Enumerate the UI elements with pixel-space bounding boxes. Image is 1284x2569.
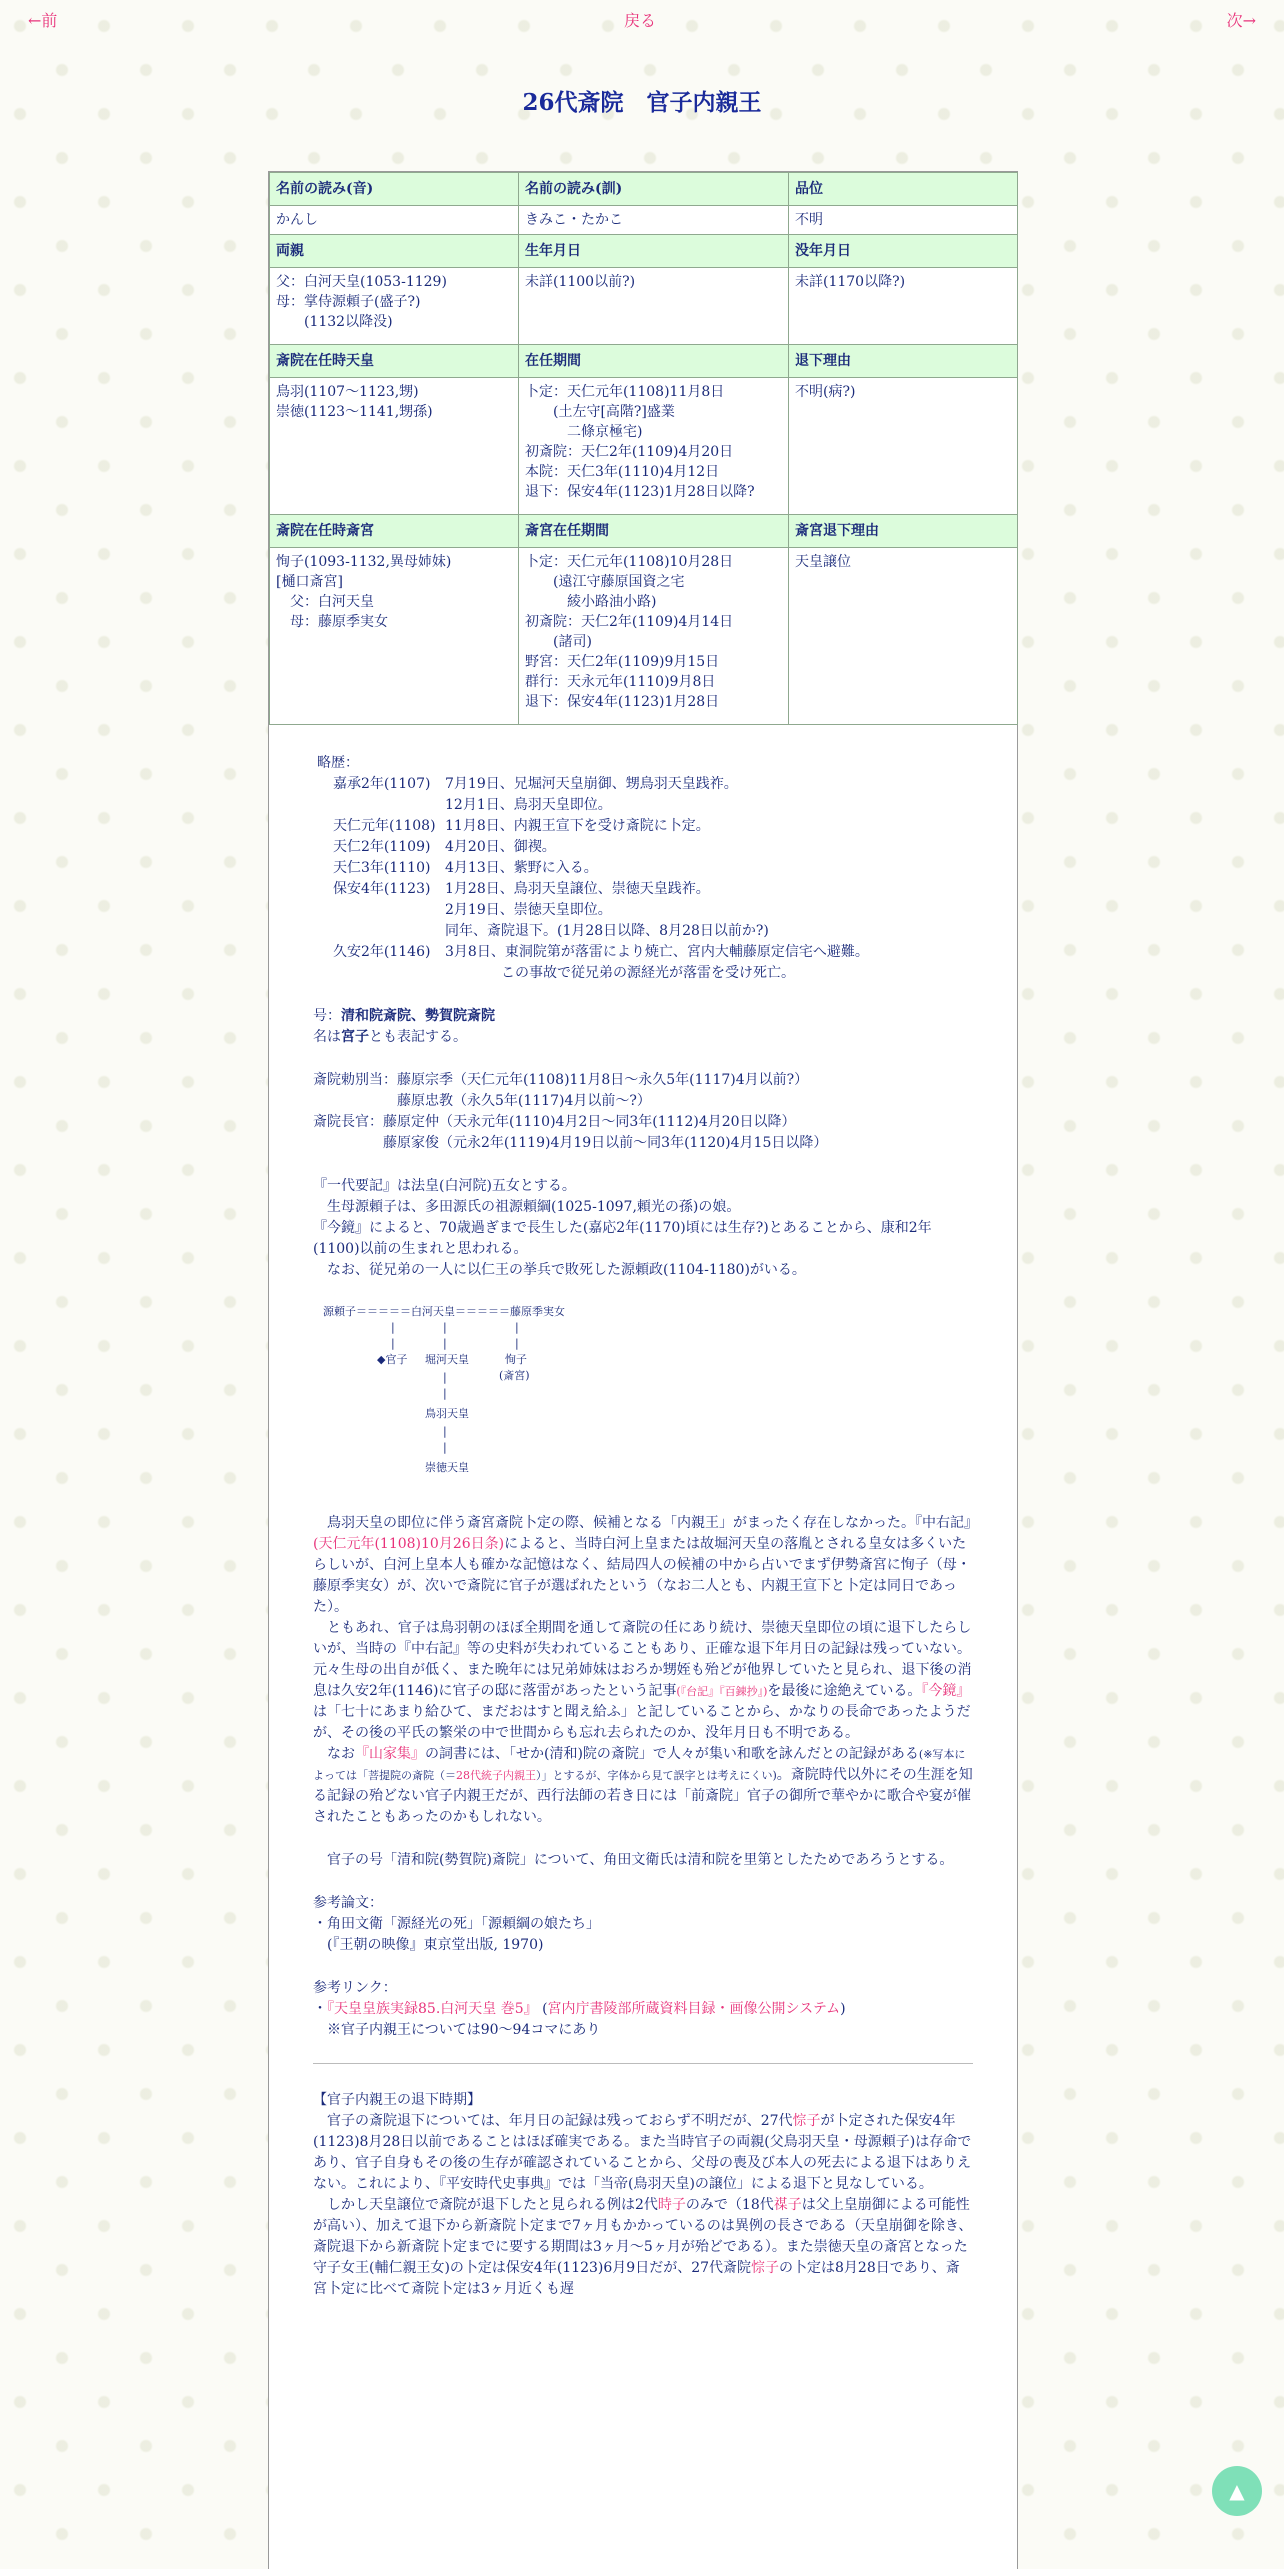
official-line: 斎院勅別当：藤原宗季（天仁元年(1108)11月8日～永久5年(1117)4月以前?） [313, 1072, 809, 1088]
back-link[interactable]: 戻る [624, 11, 657, 30]
tree-connector: | [443, 1337, 447, 1350]
paragraph-sankashu [313, 1744, 973, 1828]
history-date: 保安4年(1123) [333, 881, 431, 897]
muneko-link[interactable]: 28代統子内親王 [456, 1769, 536, 1782]
history-row [317, 963, 973, 984]
text-run: は「七十にあまり給ひて、まだおはすと聞え給ふ」と記していることから、かなりの長命であったようだが、その後の平氏の繁栄の中で世間からも忘れ去られたのか、没年月日も不明である。 [313, 1704, 971, 1741]
tree-node-horikawa: 堀河天皇 [425, 1353, 469, 1366]
tree-node-junshi: 恂子 [505, 1353, 527, 1366]
text-run: を最後に途絶えている。 [767, 1683, 922, 1699]
official-line: 藤原家俊（元永2年(1119)4月19日以前～同3年(1120)4月15日以降） [313, 1135, 828, 1151]
table-row [270, 378, 1018, 515]
note-line: 生母源頼子は、多田源氏の祖源頼綱(1025-1097,頼光の孫)の娘。 [313, 1199, 741, 1215]
tree-connector: | [443, 1387, 447, 1400]
history-row [317, 795, 973, 816]
history-date [317, 921, 445, 942]
history-date [317, 795, 445, 816]
history-row [317, 879, 973, 900]
history-text: この事故で従兄弟の源経光が落雷を受け死亡。 [445, 965, 795, 981]
table-cell: 卜定：天仁元年(1108)10月28日 (遠江守藤原国資之宅 綾小路油小路) 初斎院：天仁2年(1109)4月14日 (諸司) 野宮：天仁2年(1109)9月15日 群行：天永元年(1110)9月8日 退下：保安4年(1123)1月28日 [519, 548, 789, 725]
history-row [317, 900, 973, 921]
table-header-cell: 斎院在任時天皇 [270, 345, 519, 378]
paragraph-seiwain: 官子の号「清和院(勢賀院)斎院」について、角田文衛氏は清和院を里第としたためであろうとする。 [313, 1852, 954, 1868]
table-row [270, 548, 1018, 725]
tree-connector: | [443, 1371, 447, 1384]
text-run: 鳥羽天皇の即位に伴う斎宮斎院卜定の際、候補となる「内親王」がまったく存在しなかった。『中右記』 [313, 1515, 978, 1531]
prev-link[interactable]: ←前 [28, 11, 58, 30]
text-run: ともあれ、官子は鳥羽朝のほぼ全期間を通して斎院の任にあり続け、崇徳天皇即位の頃に退下したらしいが、当時の『中右記』等の史料が失われていることもあり、正確な退下年月日の記録は残っていない。元々生母の出自が低く、また晩年には兄弟姉妹はおろか甥姪も殆どが他界していたと見られ、退下後の消息は久安2年(1146)に官子の邸に落雷があったという記事 [313, 1620, 972, 1699]
history-text: 12月1日、鳥羽天皇即位。 [445, 797, 612, 813]
history-text: 同年、斎院退下。(1月28日以降、8月28日以前か?) [445, 923, 769, 939]
text-run: のみで（18代 [685, 2197, 774, 2213]
links-label: 参考リンク： [313, 1980, 397, 1996]
page-title: 26代斎院 官子内親王 [522, 89, 762, 116]
history-row [317, 942, 973, 963]
table-row [270, 268, 1018, 345]
table-cell: 父：白河天皇(1053-1129) 母：掌侍源頼子(盛子?) (1132以降没) [270, 268, 519, 345]
official-line: 藤原忠教（永久5年(1117)4月以前～?） [313, 1093, 651, 1109]
table-header-row [270, 173, 1018, 206]
table-header-cell: 名前の読み(音) [270, 173, 519, 206]
history-date [317, 963, 445, 984]
table-cell: 未詳(1170以降?) [789, 268, 1018, 345]
table-header-row [270, 515, 1018, 548]
history-date: 嘉承2年(1107) [333, 776, 431, 792]
history-text: 3月8日、東洞院第が落雷により焼亡、宮内大輔藤原定信宅へ避難。 [445, 944, 869, 960]
article-body [269, 725, 1017, 2300]
tree-connector: | [391, 1321, 395, 1334]
table-header-cell: 生年月日 [519, 235, 789, 268]
text-run: は父上皇崩御による可能性が高い）、加えて退下から新斎院卜定まで7ヶ月もかかっているのは異例の長さである（天皇崩御を除き、斎院退下から新斎院卜定までに要する期間は3ヶ月～5ヶ月が殆どである）。また崇徳天皇の斎宮となった守子女王(輔仁親王女)の卜定は保安4年(1123)6月9日だが、27代斎院 [313, 2197, 973, 2276]
history-row [317, 774, 973, 795]
history-date: 久安2年(1146) [333, 944, 431, 960]
tree-top-line: 源頼子＝＝＝＝＝白河天皇＝＝＝＝＝藤原季実女 [323, 1305, 565, 1318]
soushi-link[interactable]: 悰子 [792, 2113, 821, 2129]
imakagami-link[interactable]: 『今鏡』 [921, 1683, 971, 1699]
alt-name-suffix: とも表記する。 [369, 1029, 467, 1045]
scroll-top-button[interactable] [1212, 2466, 1262, 2516]
history-date [317, 900, 445, 921]
text-run: が卜定された保安4年(1123)8月28日以前であることはほぼ確実である。また当時官子の両親(父鳥羽天皇・母源頼子)は存命であり、官子自身もその後の生存が確認されていることから、父母の喪及び本人の死去による退下はありえない。これにより、『平安時代史事典』では「当帝(鳥羽天皇)の譲位」による退下と見なしている。 [313, 2113, 972, 2192]
note-line: 『一代要記』は法皇(白河院)五女とする。 [313, 1178, 576, 1194]
chuyuki-link[interactable]: (天仁元年(1108)10月26日条) [313, 1536, 505, 1552]
text-run: 。斎院時代以外にその生涯を知る記録の殆どない官子内親王だが、西行法師の若き日には「前斎院」官子の御所で華やかに歌合や宴が催されたこともあったのかもしれない。 [313, 1767, 973, 1825]
note-line: 『今鏡』によると、70歳過ぎまで長生した(嘉応2年(1170)頃には生存?)とあることから、康和2年(1100)以前の生まれと思われる。 [313, 1220, 932, 1257]
official-line: 斎院長官：藤原定仲（天永元年(1110)4月2日～同3年(1112)4月20日以降） [313, 1114, 796, 1130]
table-header-cell: 品位 [789, 173, 1018, 206]
text-run: の詞書には、「せか(清和)院の斎院」で人々が集い和歌を詠んだとの記録がある [425, 1746, 919, 1762]
tree-connector: | [443, 1425, 447, 1438]
alt-name-prefix: 名は [313, 1029, 341, 1045]
table-header-row [270, 345, 1018, 378]
small-note: (※写本によっては「菩提院の斎院（＝ [313, 1748, 966, 1782]
tree-node-junshi-note: (斎宮) [499, 1369, 530, 1382]
bullet: ・ [313, 2001, 327, 2017]
note-line: なお、従兄弟の一人に以仁王の挙兵で敗死した源頼政(1104-1180)がいる。 [313, 1262, 806, 1278]
gou-line [313, 1006, 973, 1027]
shoryobu-link[interactable]: 宮内庁書陵部所蔵資料目録・画像公開システム [547, 2001, 841, 2017]
table-header-cell: 斎宮在任期間 [519, 515, 789, 548]
paragraph-tenure [313, 1618, 973, 1744]
sankashu-link[interactable]: 『山家集』 [355, 1746, 425, 1762]
small-note: ）」とするが、字体から見て誤字とは考えにくい) [536, 1769, 777, 1782]
table-cell: きみこ・たかこ [519, 206, 789, 235]
history-row [317, 921, 973, 942]
ref-item: (『王朝の映像』東京堂出版, 1970) [313, 1937, 544, 1953]
table-cell: 鳥羽(1107～1123,甥) 崇徳(1123～1141,甥孫) [270, 378, 519, 515]
link-item: ・『天皇皇族実録85.白河天皇 巻5』 (宮内庁書陵部所蔵資料目録・画像公開システム) [313, 2001, 846, 2017]
tree-node-toba: 鳥羽天皇 [425, 1407, 469, 1420]
gou-value: 清和院斎院、勢賀院斎院 [341, 1008, 495, 1024]
history-row [317, 816, 973, 837]
tree-node-kanshi: ◆官子 [377, 1353, 408, 1366]
refs-label: 参考論文： [313, 1895, 383, 1911]
table-header-cell: 斎宮退下理由 [789, 515, 1018, 548]
history-row [317, 837, 973, 858]
table-cell: 天皇譲位 [789, 548, 1018, 725]
table-header-cell: 在任期間 [519, 345, 789, 378]
text-run: しかし天皇譲位で斎院が退下したと見られる例は2代 [313, 2197, 658, 2213]
next-link[interactable]: 次→ [1226, 11, 1256, 30]
history-text: 11月8日、内親王宣下を受け斎院に卜定。 [445, 818, 710, 834]
tree-connector: | [443, 1321, 447, 1334]
history-date: 天仁2年(1109) [333, 839, 431, 855]
history-date: 天仁元年(1108) [333, 818, 436, 834]
table-header-cell: 没年月日 [789, 235, 1018, 268]
history-text: 2月19日、崇徳天皇即位。 [445, 902, 612, 918]
history-text: 7月19日、兄堀河天皇崩御、甥鳥羽天皇践祚。 [445, 776, 738, 792]
content-panel [268, 171, 1018, 2569]
text-run: 官子の斎院退下については、年月日の記録は残っておらず不明だが、27代 [313, 2113, 793, 2129]
retire-paragraph [313, 2195, 973, 2300]
soushi-link-2[interactable]: 悰子 [751, 2260, 780, 2276]
text-run: によると、当時白河上皇または故堀河天皇の落胤とされる皇女は多くいたらしいが、白河上皇本人も確かな記憶はなく、結局四人の候補の中から占いでまず伊勢斎宮に恂子（母・藤原季実女）が、次いで斎院に官子が選ばれたという（なお二人とも、内親王宣下と卜定は同日であった）。 [313, 1536, 971, 1615]
text-run: なお [313, 1746, 355, 1762]
tree-connector: | [515, 1337, 519, 1350]
ref-item: ・角田文衛「源経光の死」「源頼綱の娘たち」 [313, 1916, 600, 1932]
history-label: 略歴： [317, 755, 359, 771]
alt-name-value: 宮子 [341, 1029, 369, 1045]
table-header-cell: 退下理由 [789, 345, 1018, 378]
table-cell: 未詳(1100以前?) [519, 268, 789, 345]
retire-paragraph [313, 2111, 973, 2195]
history-text: 4月20日、御禊。 [445, 839, 556, 855]
text-run: の卜定は8月28日であり、斎宮卜定に比べて斎院卜定は3ヶ月近くも遅 [313, 2260, 960, 2297]
table-cell: かんし [270, 206, 519, 235]
retire-heading: 【官子内親王の退下時期】 [313, 2092, 481, 2108]
gou-prefix: 号： [313, 1008, 341, 1024]
tree-connector: | [391, 1337, 395, 1350]
baishi-link[interactable]: 禖子 [773, 2197, 802, 2213]
table-header-row [270, 235, 1018, 268]
section-divider [313, 2063, 973, 2064]
table-header-cell: 名前の読み(訓) [519, 173, 789, 206]
history-row [317, 858, 973, 879]
table-cell: 恂子(1093-1132,異母姉妹) [樋口斎宮] 父：白河天皇 母：藤原季実女 [270, 548, 519, 725]
arrow-up-icon: ▲ [1229, 2479, 1245, 2503]
tree-connector: | [443, 1441, 447, 1454]
table-cell: 不明 [789, 206, 1018, 235]
history-text: 4月13日、紫野に入る。 [445, 860, 598, 876]
tree-node-sutoku: 崇徳天皇 [425, 1461, 469, 1474]
tree-connector: | [515, 1321, 519, 1334]
history-section [317, 753, 973, 984]
taiki-note: (『台記』『百錬抄』) [676, 1685, 768, 1698]
table-cell: 卜定：天仁元年(1108)11月8日 (土左守[高階?]盛業 二條京極宅) 初斎院：天仁2年(1109)4月20日 本院：天仁3年(1110)4月12日 退下：保安4年(1123)1月28日以降? [519, 378, 789, 515]
link-note: ※官子内親王については90～94コマにあり [313, 2022, 601, 2038]
table-cell: 不明(病?) [789, 378, 1018, 515]
history-text: 1月28日、鳥羽天皇譲位、崇徳天皇践祚。 [445, 881, 710, 897]
table-row [270, 206, 1018, 235]
history-date: 天仁3年(1110) [333, 860, 431, 876]
info-table [269, 172, 1018, 725]
table-header-cell: 両親 [270, 235, 519, 268]
tokiko-link[interactable]: 時子 [657, 2197, 686, 2213]
jitsuroku-link[interactable]: 『天皇皇族実録85.白河天皇 巻5』 [327, 2001, 538, 2017]
table-header-cell: 斎院在任時斎宮 [270, 515, 519, 548]
family-tree [313, 1295, 973, 1495]
paragraph-selection [313, 1513, 978, 1618]
alt-name-line [313, 1027, 973, 1048]
